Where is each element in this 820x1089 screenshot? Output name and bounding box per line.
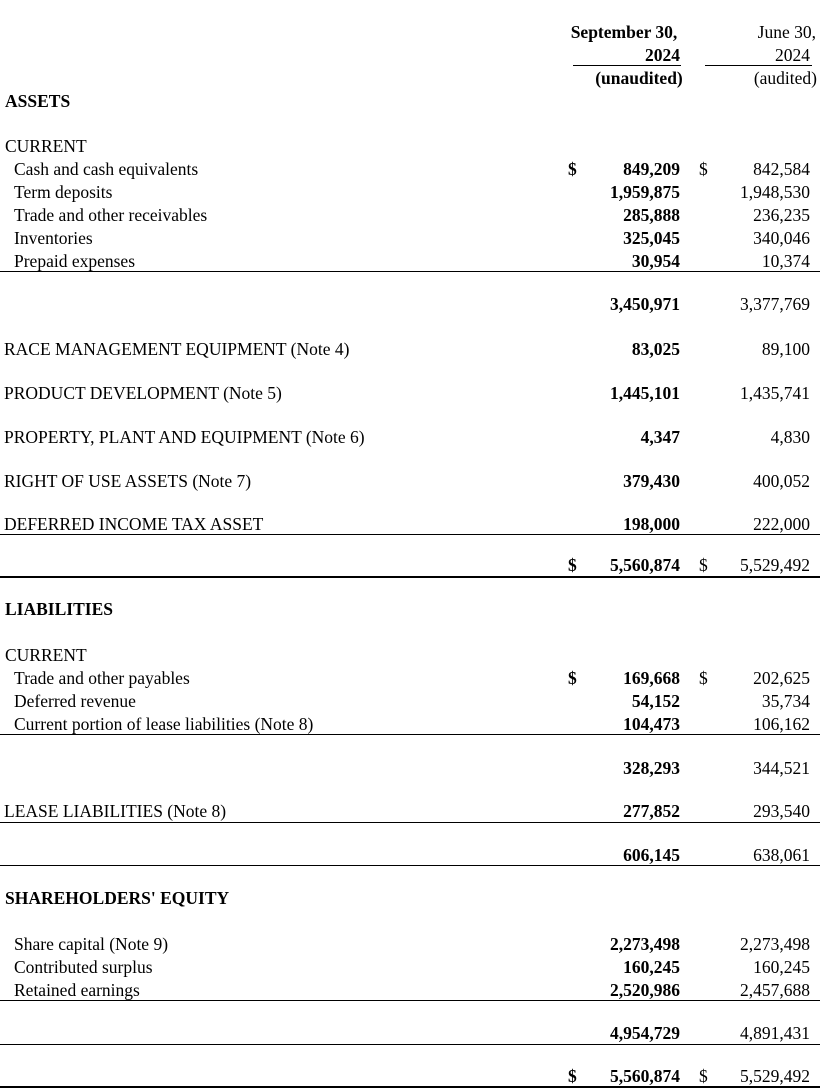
row-label: RACE MANAGEMENT EQUIPMENT (Note 4) (4, 339, 350, 359)
grand-total: 5,560,874 (610, 1066, 680, 1086)
value-current: 83,025 (631, 339, 680, 359)
assets-current-total-prior: 3,377,769 (740, 294, 810, 314)
col2-header-line3: (audited) (753, 68, 817, 88)
row-label: RIGHT OF USE ASSETS (Note 7) (4, 471, 252, 491)
row-label: Term deposits (14, 182, 113, 202)
value-current: 1,445,101 (610, 383, 680, 403)
currency-symbol: $ (699, 555, 708, 575)
grand-total-prior: 5,529,492 (740, 1066, 810, 1086)
value-prior: 236,235 (753, 205, 810, 225)
equity-total: 4,954,729 (610, 1023, 680, 1043)
value-current: 30,954 (631, 251, 680, 271)
value-prior: 340,046 (753, 228, 810, 248)
equity-total-prior: 4,891,431 (740, 1023, 810, 1043)
currency-symbol: $ (568, 668, 577, 688)
value-prior: 1,435,741 (740, 383, 810, 403)
currency-symbol: $ (568, 555, 577, 575)
row-label: Prepaid expenses (14, 251, 136, 271)
value-prior: 160,245 (753, 957, 810, 977)
row-label: Share capital (Note 9) (14, 934, 169, 954)
row-label: DEFERRED INCOME TAX ASSET (4, 514, 264, 534)
value-prior: 2,273,498 (740, 934, 810, 954)
rule (0, 1000, 820, 1001)
row-label: Cash and cash equivalents (14, 159, 199, 179)
rule (0, 822, 820, 823)
row-label: Trade and other payables (14, 668, 190, 688)
value-prior: 2,457,688 (740, 980, 810, 1000)
value-current: 2,520,986 (610, 980, 680, 1000)
value-prior: 293,540 (753, 801, 810, 821)
value-prior: 400,052 (753, 471, 810, 491)
value-current: 325,045 (623, 228, 680, 248)
value-current: 169,668 (623, 668, 680, 688)
row-label: LEASE LIABILITIES (Note 8) (4, 801, 227, 821)
col2-header-line1: June 30, (757, 22, 816, 42)
value-prior: 89,100 (761, 339, 810, 359)
value-current: 4,347 (640, 427, 680, 447)
col1-header-rule (573, 65, 681, 66)
row-label: Inventories (14, 228, 93, 248)
liabilities-current-total-prior: 344,521 (753, 758, 810, 778)
equity-title: SHAREHOLDERS' EQUITY (5, 888, 230, 908)
value-current: 379,430 (623, 471, 680, 491)
assets-total-prior: 5,529,492 (740, 555, 810, 575)
row-label: Contributed surplus (14, 957, 153, 977)
row-label: PRODUCT DEVELOPMENT (Note 5) (4, 383, 282, 403)
currency-symbol: $ (568, 1066, 577, 1086)
double-rule (0, 1086, 820, 1088)
value-current: 2,273,498 (610, 934, 680, 954)
value-prior: 1,948,530 (740, 182, 810, 202)
value-prior: 222,000 (753, 514, 810, 534)
assets-total: 5,560,874 (610, 555, 680, 575)
assets-current-total: 3,450,971 (610, 294, 680, 314)
currency-symbol: $ (699, 1066, 708, 1086)
liabilities-total: 606,145 (623, 845, 680, 865)
rule (0, 734, 820, 735)
value-current: 198,000 (623, 514, 680, 534)
value-prior: 10,374 (761, 251, 810, 271)
currency-symbol: $ (568, 159, 577, 179)
value-current: 104,473 (623, 714, 680, 734)
rule (0, 1044, 820, 1045)
liabilities-total-prior: 638,061 (753, 845, 810, 865)
row-label: Retained earnings (14, 980, 140, 1000)
value-prior: 842,584 (753, 159, 810, 179)
col1-header-line2: 2024 (645, 45, 680, 65)
rule (0, 271, 820, 272)
value-prior: 106,162 (753, 714, 810, 734)
value-prior: 202,625 (753, 668, 810, 688)
value-current: 54,152 (631, 691, 680, 711)
col1-header-line3: (unaudited) (595, 68, 683, 88)
rule (0, 865, 820, 866)
value-prior: 35,734 (761, 691, 810, 711)
value-current: 160,245 (623, 957, 680, 977)
row-label: PROPERTY, PLANT AND EQUIPMENT (Note 6) (4, 427, 365, 447)
value-current: 849,209 (623, 159, 680, 179)
value-current: 277,852 (623, 801, 680, 821)
value-current: 1,959,875 (610, 182, 680, 202)
row-label: Current portion of lease liabilities (Note 8) (14, 714, 314, 734)
value-current: 285,888 (623, 205, 680, 225)
col2-header-rule (705, 65, 812, 66)
value-prior: 4,830 (770, 427, 810, 447)
currency-symbol: $ (699, 668, 708, 688)
col1-header-line1: September 30, (570, 22, 678, 42)
row-label: Trade and other receivables (14, 205, 208, 225)
col2-header-line2: 2024 (775, 45, 810, 65)
assets-current-label: CURRENT (5, 136, 87, 156)
liabilities-current-label: CURRENT (5, 645, 87, 665)
double-rule (0, 576, 820, 578)
currency-symbol: $ (699, 159, 708, 179)
assets-title: ASSETS (5, 91, 71, 111)
liabilities-title: LIABILITIES (5, 599, 113, 619)
row-label: Deferred revenue (14, 691, 136, 711)
liabilities-current-total: 328,293 (623, 758, 680, 778)
rule (0, 534, 820, 535)
